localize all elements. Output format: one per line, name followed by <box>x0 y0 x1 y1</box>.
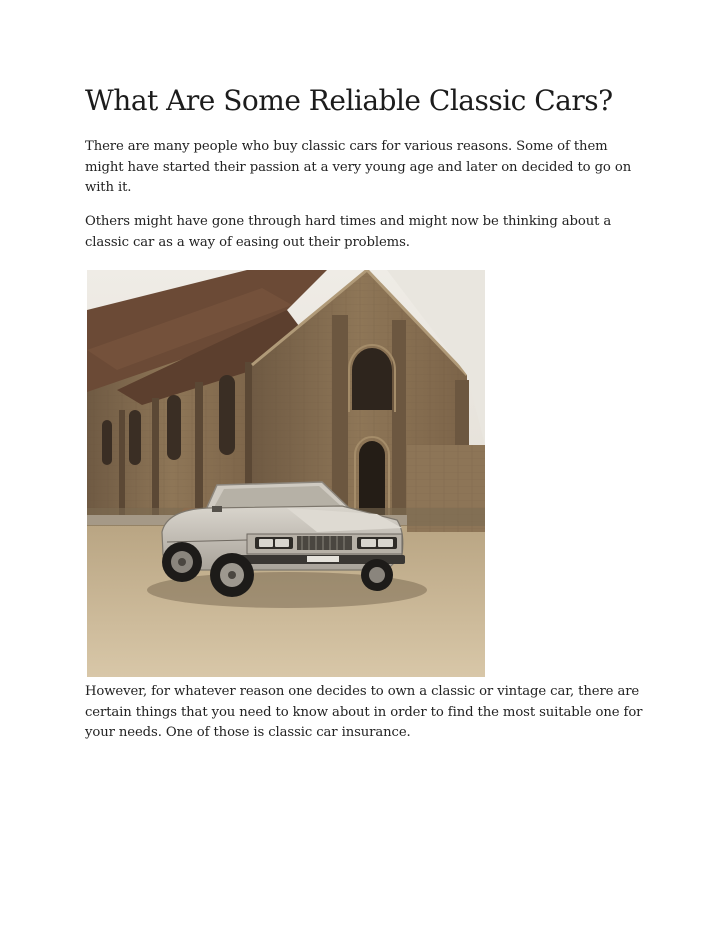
paragraph-intro: There are many people who buy classic cars for various reasons. Some of them might have started their passion at a very young age and later on decided to go on with it. <box>85 139 632 195</box>
page-title: What Are Some Reliable Classic Cars? <box>85 84 613 117</box>
classic-car-photo-illustration <box>87 270 485 677</box>
paragraph-insurance: However, for whatever reason one decides to own a classic or vintage car, there are certain things that you need to know about in order to find the most suitable one for your needs. One of those is classic car insurance. <box>85 684 643 740</box>
classic-car-photo <box>87 270 485 677</box>
paragraph-hard-times: Others might have gone through hard times and might now be thinking about a classic car as a way of easing out their problems. <box>85 214 612 250</box>
